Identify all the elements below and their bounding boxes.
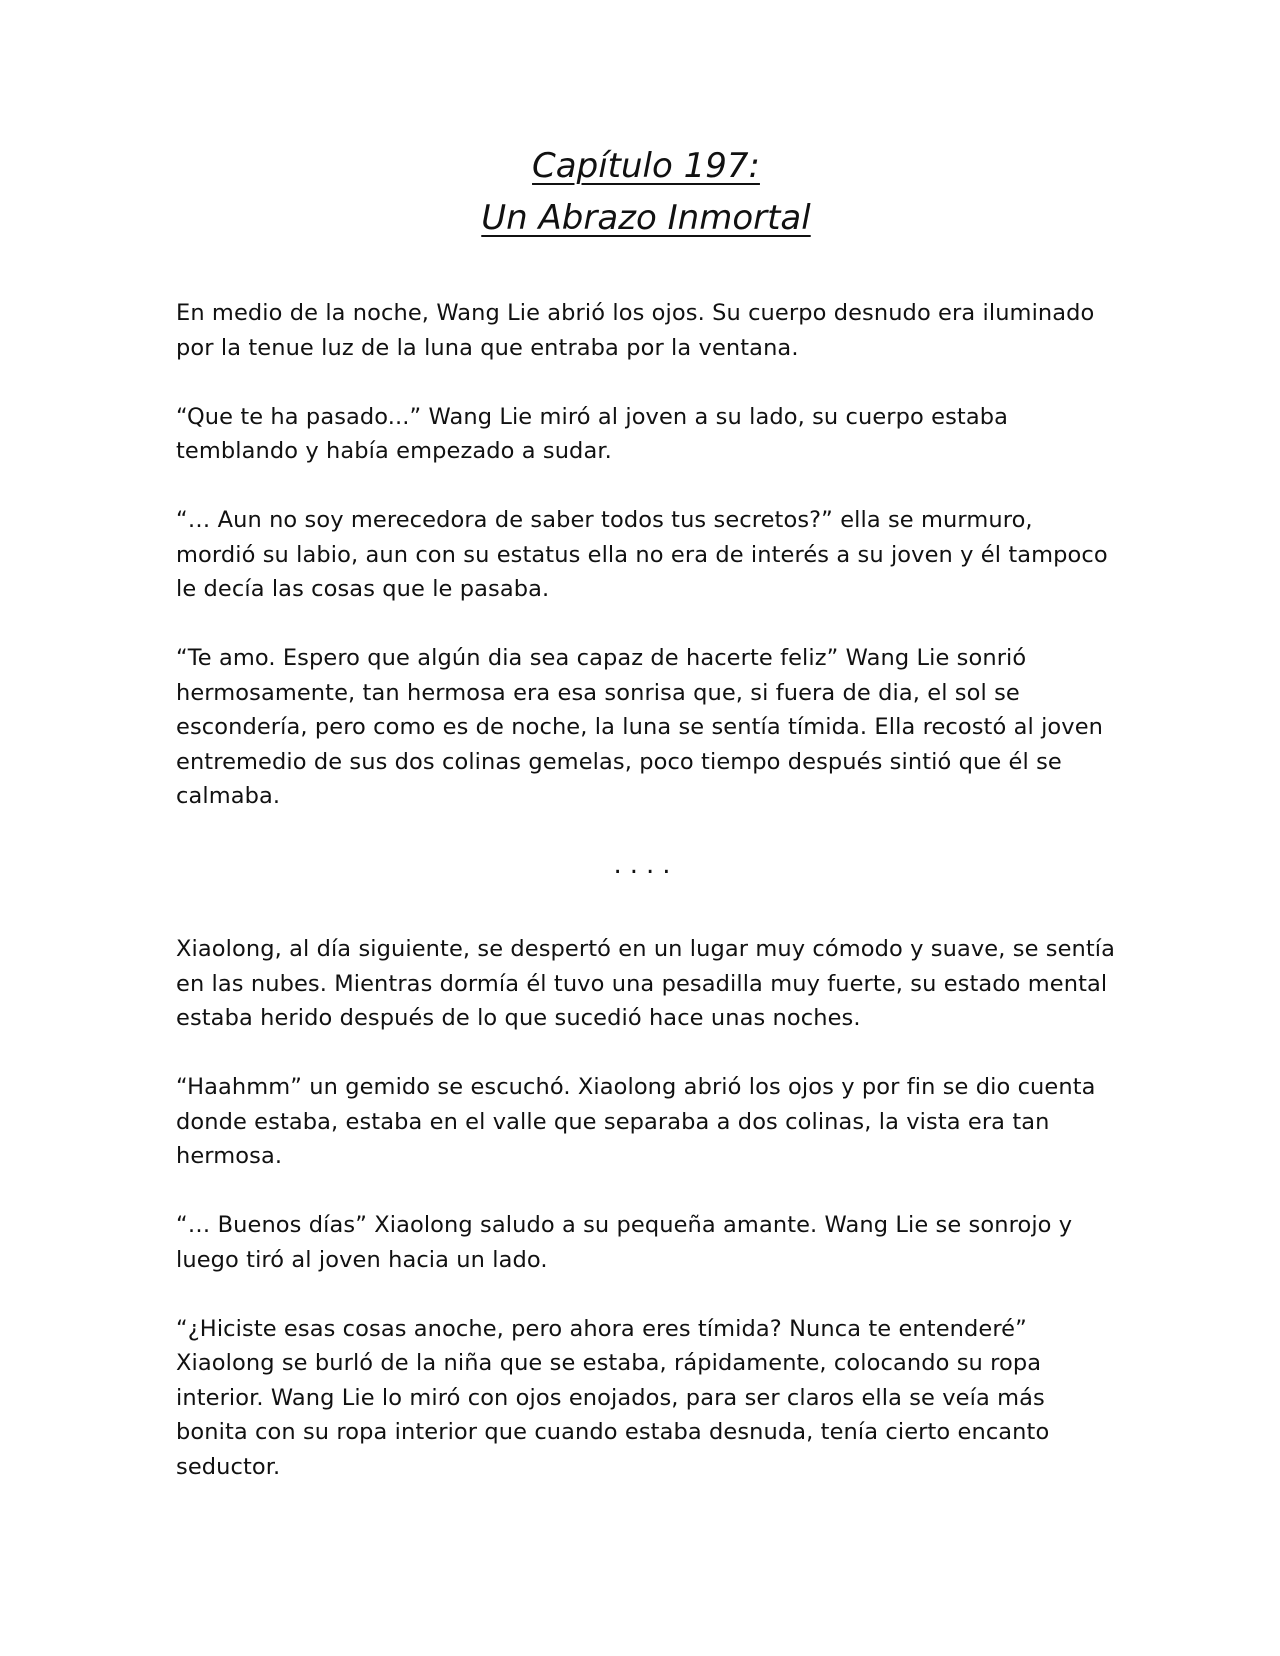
chapter-title: [176, 140, 1116, 244]
chapter-name: Un Abrazo Inmortal: [481, 198, 811, 238]
paragraph: “Que te ha pasado...” Wang Lie miró al joven a su lado, su cuerpo estaba temblando y había empezado a sudar.: [176, 403, 1008, 464]
scene-separator: ....: [613, 850, 679, 880]
paragraph: “… Aun no soy merecedora de saber todos tus secretos?” ella se murmuro, mordió su labio, aun con su estatus ella no era de interés a su joven y él tampoco le decía las cosas que le pasaba.: [176, 507, 1108, 602]
paragraph: “¿Hiciste esas cosas anoche, pero ahora eres tímida? Nunca te entenderé” Xiaolong se burló de la niña que se estaba, rápidamente, colocando su ropa interior. Wang Lie lo miró con ojos enojados, para ser claros ella se veía más bonita con su ropa interior que cuando estaba desnuda, tenía cierto encanto seductor.: [176, 1315, 1050, 1480]
paragraph: “Haahmm” un gemido se escuchó. Xiaolong abrió los ojos y por fin se dio cuenta donde estaba, estaba en el valle que separaba a dos colinas, la vista era tan hermosa.: [176, 1074, 1096, 1169]
paragraph: “Te amo. Espero que algún dia sea capaz de hacerte feliz” Wang Lie sonrió hermosamente, tan hermosa era esa sonrisa que, si fuera de dia, el sol se escondería, pero como es de noche, la luna se sentía tímida. Ella recostó al joven entremedio de sus dos colinas gemelas, poco tiempo después sintió que él se calmaba.: [176, 645, 1104, 809]
document-page: [176, 140, 1116, 1519]
paragraph: “… Buenos días” Xiaolong saludo a su pequeña amante. Wang Lie se sonrojo y luego tiró al joven hacia un lado.: [176, 1212, 1073, 1273]
paragraph: Xiaolong, al día siguiente, se despertó en un lugar muy cómodo y suave, se sentía en las nubes. Mientras dormía él tuvo una pesadilla muy fuerte, su estado mental estaba herido después de lo que sucedió hace unas noches.: [176, 936, 1116, 1031]
chapter-number: Capítulo 197:: [532, 146, 760, 186]
paragraph: En medio de la noche, Wang Lie abrió los ojos. Su cuerpo desnudo era iluminado por la tenue luz de la luna que entraba por la ventana.: [176, 300, 1095, 361]
